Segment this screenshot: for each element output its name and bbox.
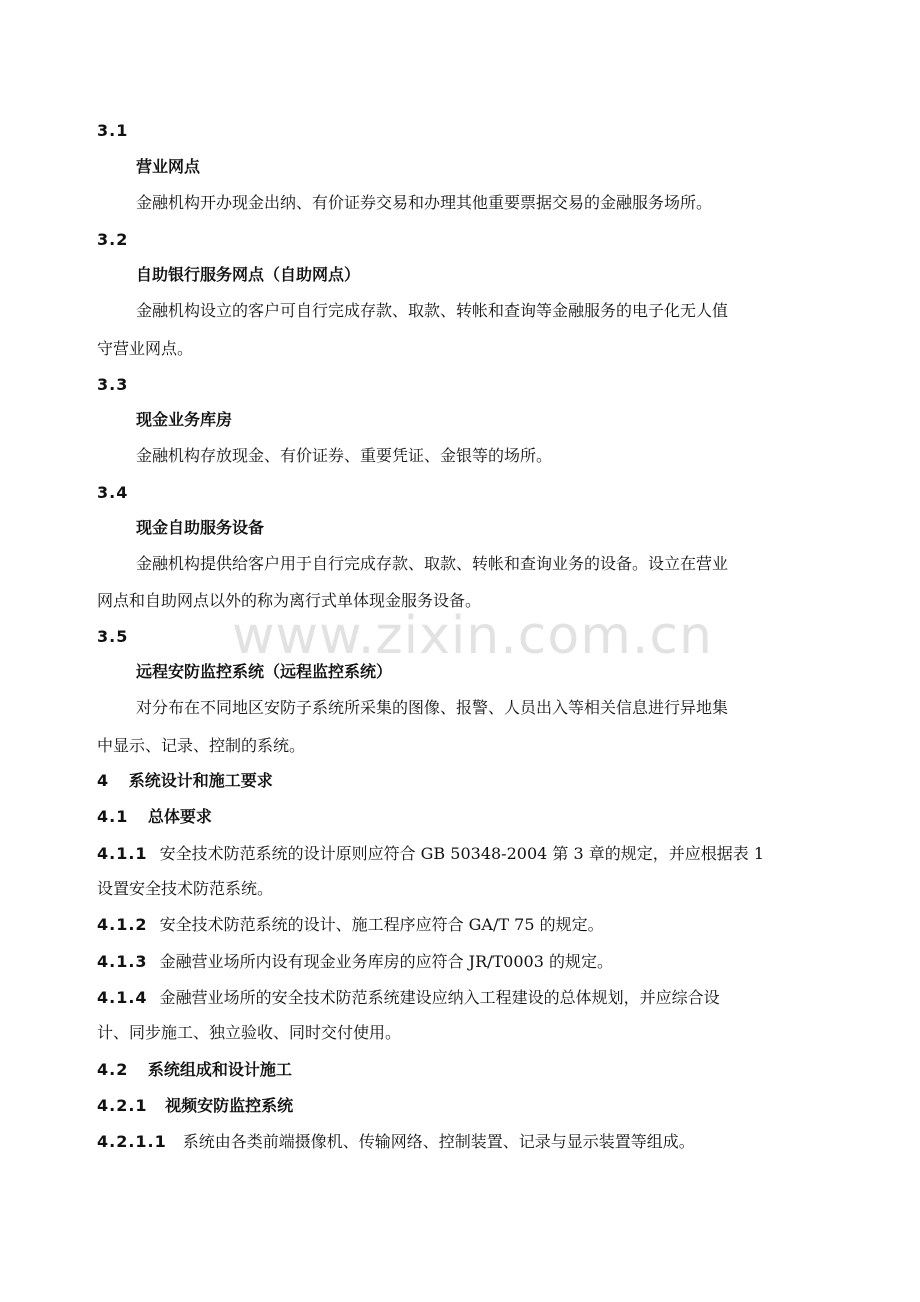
section-number: 3.1 [97,121,129,140]
section-number: 3.2 [97,230,129,249]
section-number: 4.2 [97,1060,129,1079]
clause-number: 4.2.1.1 [97,1132,167,1151]
subsection-number: 4.2.1 [97,1096,148,1115]
term-title: 现金业务库房 [136,410,233,429]
section-heading [97,1059,832,1081]
term-definition: 金融机构提供给客户用于自行完成存款、取款、转帐和查询业务的设备。设立在营业 [136,554,729,573]
term-title: 远程安防监控系统（远程监控系统） [136,662,393,681]
term-definition: 网点和自助网点以外的称为离行式单体现金服务设备。 [97,591,482,610]
clause [97,914,832,936]
clause-continuation: 设置安全技术防范系统。 [97,879,274,898]
clause-text: 金融营业场所的安全技术防范系统建设应纳入工程建设的总体规划，并应综合设 [159,988,720,1007]
subsection-heading [97,1095,832,1117]
clause-number: 4.1.1 [97,844,148,863]
term-definition: 守营业网点。 [97,339,194,358]
section-number: 3.4 [97,483,129,502]
chapter-number: 4 [97,771,110,790]
clause-text: 安全技术防范系统的设计原则应符合 GB 50348-2004 第 3 章的规定，并应根据表 1 [159,844,765,863]
subsection-title: 视频安防监控系统 [165,1096,294,1115]
term-definition: 中显示、记录、控制的系统。 [97,736,306,755]
term-definition: 金融机构设立的客户可自行完成存款、取款、转帐和查询等金融服务的电子化无人值 [136,301,729,320]
clause [97,951,832,973]
clause-text: 金融营业场所内设有现金业务库房的应符合 JR/T0003 的规定。 [159,952,613,971]
clause [97,1131,832,1153]
term-title: 营业网点 [136,157,201,176]
clause-number: 4.1.4 [97,988,148,1007]
clause [97,843,832,865]
term-definition: 金融机构开办现金出纳、有价证券交易和办理其他重要票据交易的金融服务场所。 [136,193,713,212]
section-number: 3.3 [97,375,129,394]
clause-text: 安全技术防范系统的设计、施工程序应符合 GA/T 75 的规定。 [159,915,604,934]
clause-number: 4.1.2 [97,915,148,934]
clause-continuation: 计、同步施工、独立验收、同时交付使用。 [97,1023,402,1042]
clause-number: 4.1.3 [97,952,148,971]
section-heading [97,806,832,828]
term-definition: 金融机构存放现金、有价证券、重要凭证、金银等的场所。 [136,446,553,465]
chapter-title: 系统设计和施工要求 [128,771,273,790]
term-definition: 对分布在不同地区安防子系统所采集的图像、报警、人员出入等相关信息进行异地集 [136,698,729,717]
term-title: 现金自助服务设备 [136,518,265,537]
watermark: www.zixin.com.cn [232,606,713,666]
section-number: 3.5 [97,627,129,646]
clause [97,987,832,1009]
chapter-heading [97,770,832,792]
term-title: 自助银行服务网点（自助网点） [136,265,361,284]
section-title: 总体要求 [147,807,212,826]
section-number: 4.1 [97,807,129,826]
clause-text: 系统由各类前端摄像机、传输网络、控制装置、记录与显示装置等组成。 [182,1132,695,1151]
section-title: 系统组成和设计施工 [147,1060,292,1079]
